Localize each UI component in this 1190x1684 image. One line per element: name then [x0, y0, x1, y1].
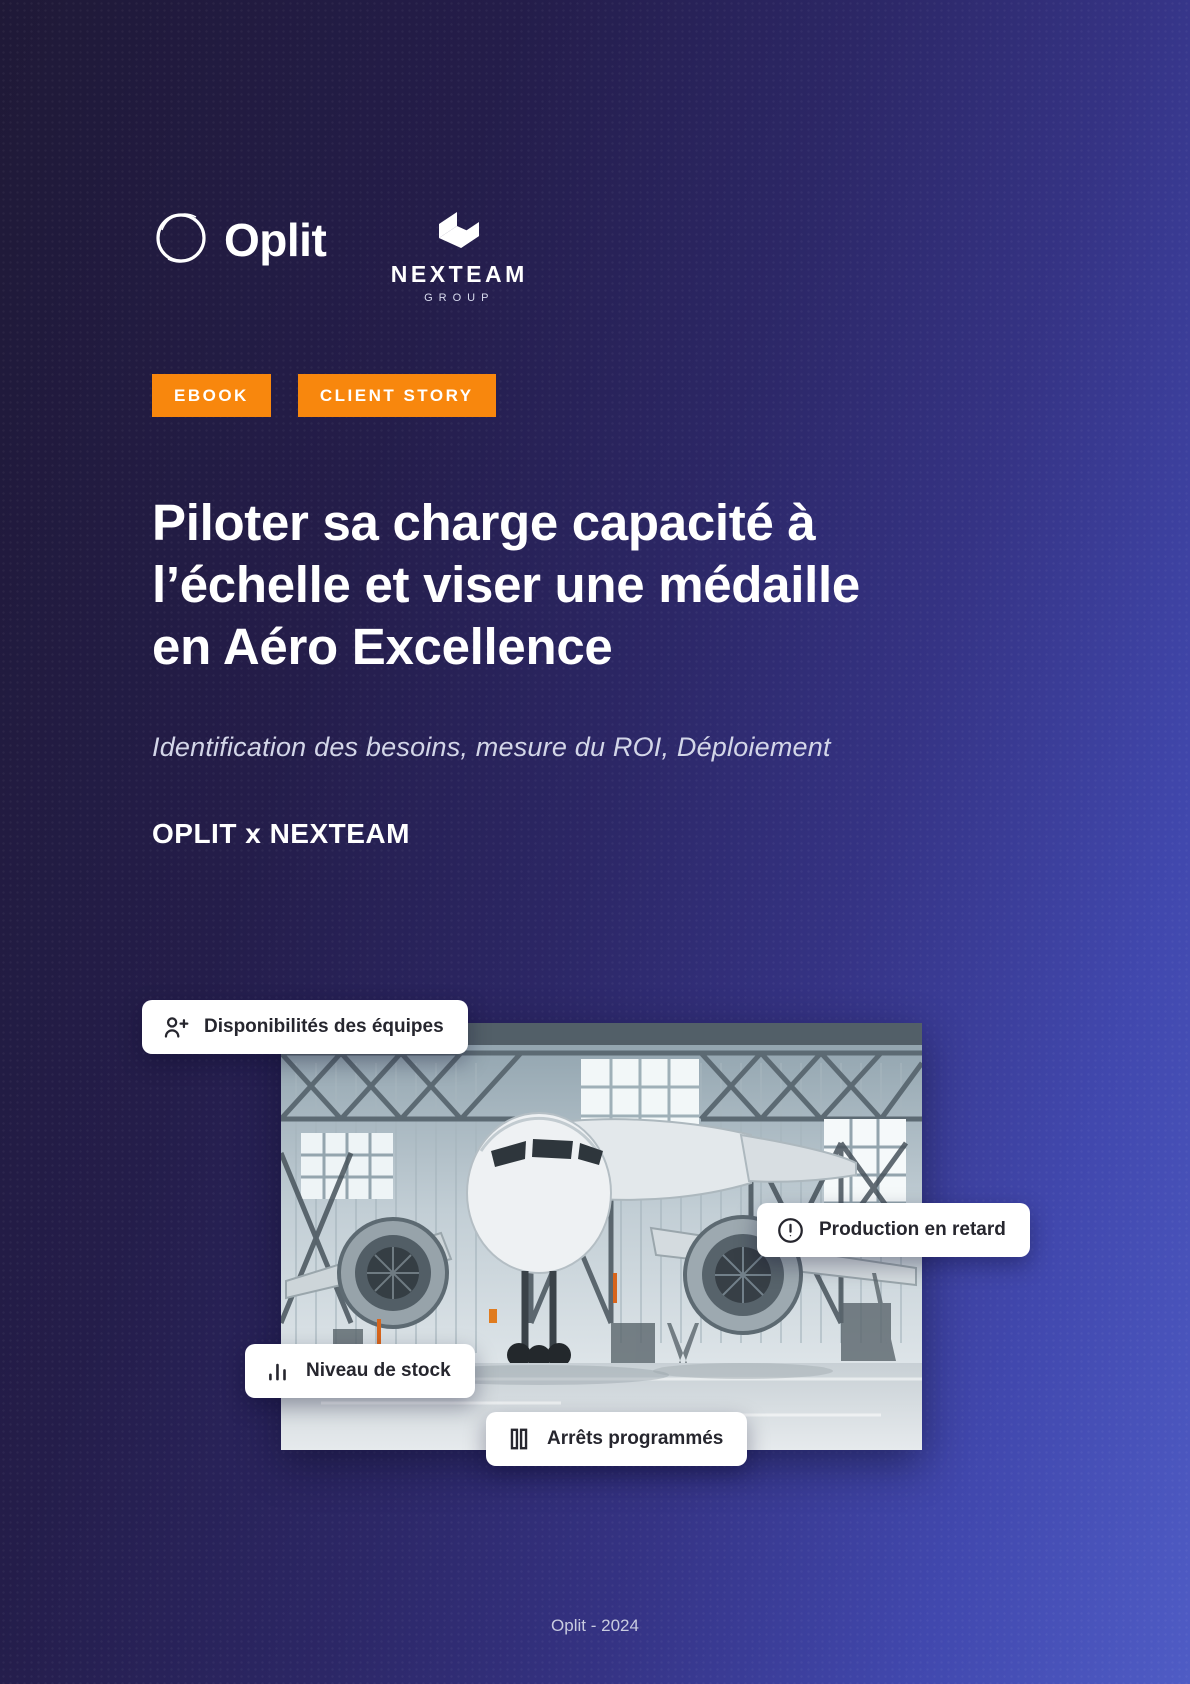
alert-circle-icon [777, 1217, 804, 1244]
callout-stock-level [245, 1344, 475, 1398]
nexteam-wordmark: NEXTEAM [390, 261, 528, 287]
title-line-3: en Aéro Excellence [152, 618, 613, 676]
oplit-circle-icon [152, 208, 210, 266]
logo-row [152, 208, 534, 304]
footer-credit: Oplit - 2024 [551, 1616, 639, 1635]
client-story-badge: CLIENT STORY [298, 374, 496, 417]
partnership-label: OPLIT x NEXTEAM [152, 818, 410, 849]
pause-icon [506, 1426, 532, 1452]
callout-label: Arrêts programmés [547, 1428, 724, 1449]
oplit-logo [152, 208, 326, 266]
ebook-badge: EBOOK [152, 374, 271, 417]
bar-chart-icon [265, 1358, 291, 1384]
callout-scheduled-stops [486, 1412, 747, 1466]
nexteam-group-label: GROUP [424, 292, 495, 304]
title-line-1: Piloter sa charge capacité à [152, 494, 816, 552]
callout-label: Production en retard [819, 1219, 1006, 1240]
callout-team-availability [142, 1000, 468, 1054]
callout-production-delay [757, 1203, 1030, 1257]
nexteam-ribbon-icon [431, 208, 487, 257]
badge-row [152, 374, 496, 417]
oplit-wordmark: Oplit [224, 214, 327, 266]
callout-label: Disponibilités des équipes [204, 1016, 444, 1037]
nexteam-logo [384, 208, 534, 304]
page-title [152, 492, 1012, 678]
user-plus-icon [162, 1014, 189, 1041]
callout-label: Niveau de stock [306, 1360, 451, 1381]
subtitle: Identification des besoins, mesure du ROI, Déploiement [152, 732, 831, 762]
title-line-2: l’échelle et viser une médaille [152, 556, 860, 614]
